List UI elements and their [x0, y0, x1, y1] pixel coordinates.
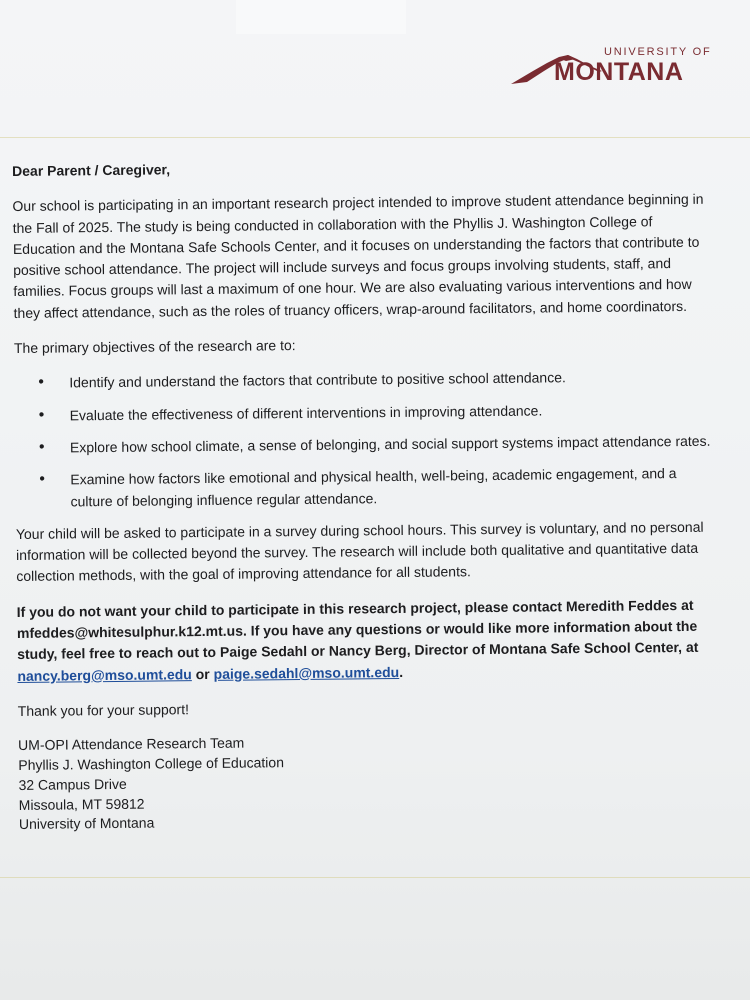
- university-logo: [510, 46, 712, 92]
- objective-text: Identify and understand the factors that contribute to positive school attendance.: [69, 369, 566, 391]
- objective-item: [15, 398, 719, 427]
- signature-line: Missoula, MT 59812: [18, 795, 145, 813]
- contact-paragraph: [17, 594, 722, 687]
- salutation: Dear Parent / Caregiver,: [12, 161, 171, 179]
- bullet-icon: •: [39, 470, 46, 488]
- paige-sedahl-email-link[interactable]: paige.sedahl@mso.umt.edu: [213, 663, 400, 682]
- objective-item: [14, 366, 718, 395]
- objective-item: [15, 463, 719, 513]
- contact-text: If you do not want your child to participate in this research project, please contact Meredith Feddes at mfeddes@whitesulphur.k12.mt.us. If you have any questions or would like more information about the study, feel free to reach out to Paige Sedahl or Nancy Berg, Director of Montana Safe School Center, at: [16, 596, 699, 663]
- signature-line: Phyllis J. Washington College of Education: [18, 754, 285, 773]
- thank-you-text: Thank you for your support!: [17, 701, 190, 719]
- paper-tape-mark: [236, 0, 406, 34]
- bullet-icon: •: [38, 406, 45, 424]
- objective-text: Explore how school climate, a sense of belonging, and social support systems impact attendance rates.: [69, 432, 711, 456]
- letter-body: [12, 154, 723, 836]
- bullet-icon: •: [38, 438, 45, 456]
- logo-university-of: UNIVERSITY OF: [604, 46, 712, 58]
- survey-paragraph: Your child will be asked to participate in a survey during school hours. This survey is voluntary, and no personal information will be collected beyond the survey. The research will include both qualitative and quantitative data collection methods, with the goal of improving attendance for all students.: [15, 518, 704, 585]
- intro-paragraph: Our school is participating in an important research project intended to improve student attendance beginning in the Fall of 2025. The study is being conducted in collaboration with the Phyllis J. Washington College of Education and the Montana Safe Schools Center, and it focuses on understanding the factors that contribute to positive school attendance. The project will include surveys and focus groups involving students, staff, and families. Focus groups will last a maximum of one hour. We are also evaluating various interventions and how they affect attendance, such as the roles of truancy officers, wrap-around facilitators, and home coordinators.: [12, 191, 704, 321]
- bullet-icon: •: [38, 374, 45, 392]
- paper-fold-line: [0, 137, 750, 138]
- objective-text: Evaluate the effectiveness of different interventions in improving attendance.: [69, 402, 543, 424]
- logo-montana: MONTANA: [554, 58, 684, 86]
- contact-or-text: or: [191, 665, 214, 682]
- signature-line: University of Montana: [18, 814, 155, 833]
- signature-line: UM-OPI Attendance Research Team: [18, 734, 245, 754]
- nancy-berg-email-link[interactable]: nancy.berg@mso.umt.edu: [17, 665, 192, 684]
- objectives-list: [14, 366, 719, 513]
- objectives-intro: The primary objectives of the research are to:: [13, 337, 296, 357]
- objective-text: Examine how factors like emotional and physical health, well-being, academic engagement, and a culture of belonging influence regular attendance.: [70, 465, 677, 509]
- objective-item: [15, 431, 719, 460]
- signature-line: 32 Campus Drive: [18, 775, 127, 793]
- signature-block: [18, 729, 723, 835]
- paper-fold-line: [0, 877, 750, 878]
- contact-end-text: .: [399, 663, 404, 680]
